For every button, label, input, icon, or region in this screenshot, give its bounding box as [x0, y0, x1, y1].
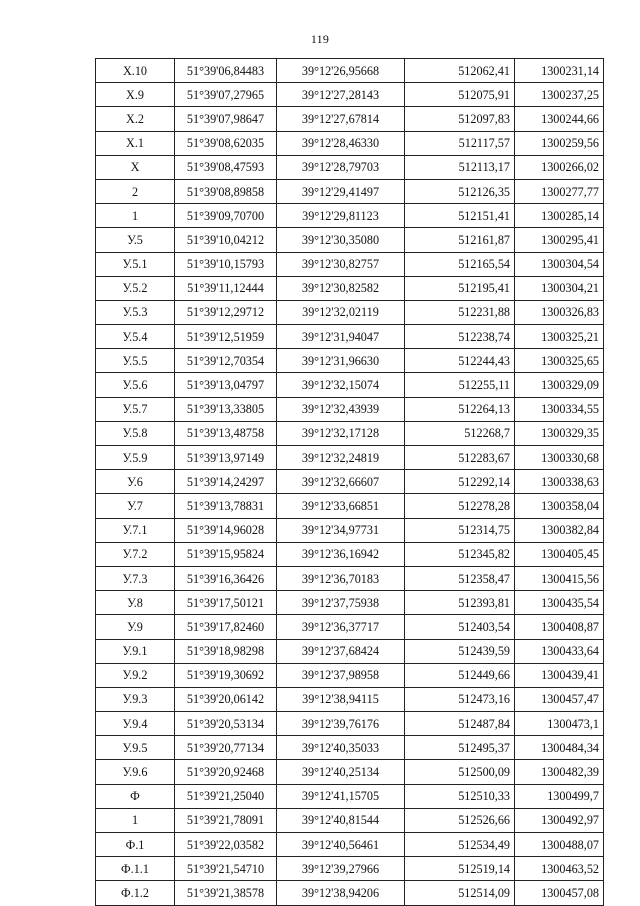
point-name-cell: У.9.1 [96, 639, 175, 663]
latitude-cell: 51°39'07,98647 [175, 107, 277, 131]
y-coordinate-cell: 1300277,77 [515, 179, 604, 203]
longitude-cell: 39°12'30,82582 [277, 276, 405, 300]
longitude-cell: 39°12'41,15705 [277, 784, 405, 808]
table-row [96, 470, 604, 494]
latitude-cell: 51°39'19,30692 [175, 663, 277, 687]
point-name-cell: У.5.4 [96, 325, 175, 349]
table-row [96, 712, 604, 736]
y-coordinate-cell: 1300463,52 [515, 857, 604, 881]
longitude-cell: 39°12'37,98958 [277, 663, 405, 687]
latitude-cell: 51°39'16,36426 [175, 566, 277, 590]
table-row [96, 687, 604, 711]
y-coordinate-cell: 1300415,56 [515, 566, 604, 590]
y-coordinate-cell: 1300304,54 [515, 252, 604, 276]
longitude-cell: 39°12'31,96630 [277, 349, 405, 373]
table-row [96, 760, 604, 784]
latitude-cell: 51°39'15,95824 [175, 542, 277, 566]
table-row [96, 784, 604, 808]
table-row [96, 300, 604, 324]
table-row [96, 179, 604, 203]
x-coordinate-cell: 512500,09 [405, 760, 515, 784]
latitude-cell: 51°39'13,48758 [175, 421, 277, 445]
longitude-cell: 39°12'40,25134 [277, 760, 405, 784]
y-coordinate-cell: 1300231,14 [515, 59, 604, 83]
latitude-cell: 51°39'08,47593 [175, 155, 277, 179]
x-coordinate-cell: 512393,81 [405, 591, 515, 615]
y-coordinate-cell: 1300484,34 [515, 736, 604, 760]
longitude-cell: 39°12'40,56461 [277, 833, 405, 857]
y-coordinate-cell: 1300499,7 [515, 784, 604, 808]
y-coordinate-cell: 1300304,21 [515, 276, 604, 300]
latitude-cell: 51°39'10,04212 [175, 228, 277, 252]
y-coordinate-cell: 1300405,45 [515, 542, 604, 566]
point-name-cell: Х.2 [96, 107, 175, 131]
coordinates-table [95, 58, 604, 906]
longitude-cell: 39°12'40,81544 [277, 808, 405, 832]
point-name-cell: У.7.3 [96, 566, 175, 590]
longitude-cell: 39°12'29,81123 [277, 204, 405, 228]
x-coordinate-cell: 512075,91 [405, 83, 515, 107]
y-coordinate-cell: 1300338,63 [515, 470, 604, 494]
table-row [96, 736, 604, 760]
latitude-cell: 51°39'07,27965 [175, 83, 277, 107]
x-coordinate-cell: 512519,14 [405, 857, 515, 881]
point-name-cell: Ф [96, 784, 175, 808]
latitude-cell: 51°39'10,15793 [175, 252, 277, 276]
table-row [96, 808, 604, 832]
point-name-cell: Ф.1 [96, 833, 175, 857]
table-row [96, 639, 604, 663]
x-coordinate-cell: 512439,59 [405, 639, 515, 663]
latitude-cell: 51°39'21,38578 [175, 881, 277, 905]
x-coordinate-cell: 512255,11 [405, 373, 515, 397]
longitude-cell: 39°12'37,68424 [277, 639, 405, 663]
y-coordinate-cell: 1300329,09 [515, 373, 604, 397]
longitude-cell: 39°12'30,35080 [277, 228, 405, 252]
y-coordinate-cell: 1300334,55 [515, 397, 604, 421]
point-name-cell: Х.10 [96, 59, 175, 83]
x-coordinate-cell: 512487,84 [405, 712, 515, 736]
longitude-cell: 39°12'26,95668 [277, 59, 405, 83]
latitude-cell: 51°39'06,84483 [175, 59, 277, 83]
latitude-cell: 51°39'13,97149 [175, 446, 277, 470]
y-coordinate-cell: 1300408,87 [515, 615, 604, 639]
x-coordinate-cell: 512238,74 [405, 325, 515, 349]
point-name-cell: У.9.5 [96, 736, 175, 760]
point-name-cell: У.8 [96, 591, 175, 615]
y-coordinate-cell: 1300295,41 [515, 228, 604, 252]
point-name-cell: У.5.2 [96, 276, 175, 300]
latitude-cell: 51°39'21,54710 [175, 857, 277, 881]
y-coordinate-cell: 1300330,68 [515, 446, 604, 470]
point-name-cell: У.5.7 [96, 397, 175, 421]
x-coordinate-cell: 512113,17 [405, 155, 515, 179]
table-row [96, 833, 604, 857]
longitude-cell: 39°12'32,66607 [277, 470, 405, 494]
longitude-cell: 39°12'37,75938 [277, 591, 405, 615]
point-name-cell: У.9.6 [96, 760, 175, 784]
longitude-cell: 39°12'32,17128 [277, 421, 405, 445]
longitude-cell: 39°12'28,79703 [277, 155, 405, 179]
page-number: 119 [310, 32, 330, 46]
x-coordinate-cell: 512495,37 [405, 736, 515, 760]
x-coordinate-cell: 512117,57 [405, 131, 515, 155]
table-row [96, 228, 604, 252]
x-coordinate-cell: 512449,66 [405, 663, 515, 687]
table-row [96, 349, 604, 373]
x-coordinate-cell: 512358,47 [405, 566, 515, 590]
y-coordinate-cell: 1300325,21 [515, 325, 604, 349]
latitude-cell: 51°39'13,78831 [175, 494, 277, 518]
table-row [96, 881, 604, 905]
point-name-cell: У.7.1 [96, 518, 175, 542]
longitude-cell: 39°12'32,24819 [277, 446, 405, 470]
table-row [96, 325, 604, 349]
y-coordinate-cell: 1300435,54 [515, 591, 604, 615]
latitude-cell: 51°39'20,53134 [175, 712, 277, 736]
y-coordinate-cell: 1300457,08 [515, 881, 604, 905]
longitude-cell: 39°12'36,16942 [277, 542, 405, 566]
latitude-cell: 51°39'17,50121 [175, 591, 277, 615]
longitude-cell: 39°12'29,41497 [277, 179, 405, 203]
y-coordinate-cell: 1300439,41 [515, 663, 604, 687]
table-row [96, 566, 604, 590]
table-row [96, 276, 604, 300]
latitude-cell: 51°39'14,96028 [175, 518, 277, 542]
x-coordinate-cell: 512403,54 [405, 615, 515, 639]
longitude-cell: 39°12'27,67814 [277, 107, 405, 131]
y-coordinate-cell: 1300326,83 [515, 300, 604, 324]
x-coordinate-cell: 512097,83 [405, 107, 515, 131]
longitude-cell: 39°12'31,94047 [277, 325, 405, 349]
x-coordinate-cell: 512534,49 [405, 833, 515, 857]
longitude-cell: 39°12'27,28143 [277, 83, 405, 107]
latitude-cell: 51°39'14,24297 [175, 470, 277, 494]
table-row [96, 155, 604, 179]
point-name-cell: У.6 [96, 470, 175, 494]
point-name-cell: У.7.2 [96, 542, 175, 566]
x-coordinate-cell: 512151,41 [405, 204, 515, 228]
point-name-cell: У.5 [96, 228, 175, 252]
y-coordinate-cell: 1300358,04 [515, 494, 604, 518]
x-coordinate-cell: 512195,41 [405, 276, 515, 300]
latitude-cell: 51°39'21,25040 [175, 784, 277, 808]
x-coordinate-cell: 512526,66 [405, 808, 515, 832]
latitude-cell: 51°39'18,98298 [175, 639, 277, 663]
point-name-cell: У.9.3 [96, 687, 175, 711]
point-name-cell: 1 [96, 808, 175, 832]
table-row [96, 252, 604, 276]
point-name-cell: У.5.3 [96, 300, 175, 324]
table-row [96, 615, 604, 639]
table-row [96, 663, 604, 687]
point-name-cell: У.5.9 [96, 446, 175, 470]
table-row [96, 857, 604, 881]
latitude-cell: 51°39'20,77134 [175, 736, 277, 760]
longitude-cell: 39°12'39,27966 [277, 857, 405, 881]
point-name-cell: У.5.1 [96, 252, 175, 276]
y-coordinate-cell: 1300433,64 [515, 639, 604, 663]
y-coordinate-cell: 1300266,02 [515, 155, 604, 179]
y-coordinate-cell: 1300285,14 [515, 204, 604, 228]
point-name-cell: У.5.5 [96, 349, 175, 373]
latitude-cell: 51°39'20,92468 [175, 760, 277, 784]
y-coordinate-cell: 1300457,47 [515, 687, 604, 711]
latitude-cell: 51°39'21,78091 [175, 808, 277, 832]
point-name-cell: Х.1 [96, 131, 175, 155]
point-name-cell: 1 [96, 204, 175, 228]
point-name-cell: Ф.1.2 [96, 881, 175, 905]
latitude-cell: 51°39'12,70354 [175, 349, 277, 373]
point-name-cell: Х.9 [96, 83, 175, 107]
x-coordinate-cell: 512244,43 [405, 349, 515, 373]
latitude-cell: 51°39'13,04797 [175, 373, 277, 397]
y-coordinate-cell: 1300244,66 [515, 107, 604, 131]
coordinates-table-body [96, 59, 604, 906]
latitude-cell: 51°39'12,51959 [175, 325, 277, 349]
longitude-cell: 39°12'28,46330 [277, 131, 405, 155]
x-coordinate-cell: 512165,54 [405, 252, 515, 276]
longitude-cell: 39°12'36,70183 [277, 566, 405, 590]
latitude-cell: 51°39'09,70700 [175, 204, 277, 228]
y-coordinate-cell: 1300329,35 [515, 421, 604, 445]
longitude-cell: 39°12'39,76176 [277, 712, 405, 736]
x-coordinate-cell: 512473,16 [405, 687, 515, 711]
longitude-cell: 39°12'32,02119 [277, 300, 405, 324]
table-row [96, 421, 604, 445]
y-coordinate-cell: 1300492,97 [515, 808, 604, 832]
point-name-cell: У.5.6 [96, 373, 175, 397]
latitude-cell: 51°39'22,03582 [175, 833, 277, 857]
point-name-cell: Ф.1.1 [96, 857, 175, 881]
table-row [96, 59, 604, 83]
longitude-cell: 39°12'34,97731 [277, 518, 405, 542]
longitude-cell: 39°12'38,94206 [277, 881, 405, 905]
longitude-cell: 39°12'32,15074 [277, 373, 405, 397]
y-coordinate-cell: 1300325,65 [515, 349, 604, 373]
y-coordinate-cell: 1300482,39 [515, 760, 604, 784]
y-coordinate-cell: 1300382,84 [515, 518, 604, 542]
x-coordinate-cell: 512062,41 [405, 59, 515, 83]
y-coordinate-cell: 1300259,56 [515, 131, 604, 155]
y-coordinate-cell: 1300488,07 [515, 833, 604, 857]
latitude-cell: 51°39'08,62035 [175, 131, 277, 155]
x-coordinate-cell: 512345,82 [405, 542, 515, 566]
longitude-cell: 39°12'30,82757 [277, 252, 405, 276]
point-name-cell: У.9.4 [96, 712, 175, 736]
latitude-cell: 51°39'20,06142 [175, 687, 277, 711]
point-name-cell: У.5.8 [96, 421, 175, 445]
table-row [96, 542, 604, 566]
x-coordinate-cell: 512231,88 [405, 300, 515, 324]
latitude-cell: 51°39'08,89858 [175, 179, 277, 203]
point-name-cell: 2 [96, 179, 175, 203]
table-row [96, 107, 604, 131]
table-row [96, 494, 604, 518]
x-coordinate-cell: 512268,7 [405, 421, 515, 445]
x-coordinate-cell: 512161,87 [405, 228, 515, 252]
longitude-cell: 39°12'33,66851 [277, 494, 405, 518]
x-coordinate-cell: 512292,14 [405, 470, 515, 494]
x-coordinate-cell: 512278,28 [405, 494, 515, 518]
point-name-cell: У.9.2 [96, 663, 175, 687]
x-coordinate-cell: 512283,67 [405, 446, 515, 470]
x-coordinate-cell: 512514,09 [405, 881, 515, 905]
x-coordinate-cell: 512314,75 [405, 518, 515, 542]
point-name-cell: Х [96, 155, 175, 179]
point-name-cell: У.9 [96, 615, 175, 639]
table-row [96, 591, 604, 615]
y-coordinate-cell: 1300237,25 [515, 83, 604, 107]
x-coordinate-cell: 512510,33 [405, 784, 515, 808]
latitude-cell: 51°39'12,29712 [175, 300, 277, 324]
y-coordinate-cell: 1300473,1 [515, 712, 604, 736]
table-row [96, 204, 604, 228]
table-row [96, 83, 604, 107]
table-row [96, 518, 604, 542]
longitude-cell: 39°12'40,35033 [277, 736, 405, 760]
table-row [96, 373, 604, 397]
table-row [96, 397, 604, 421]
longitude-cell: 39°12'38,94115 [277, 687, 405, 711]
x-coordinate-cell: 512264,13 [405, 397, 515, 421]
table-row [96, 131, 604, 155]
point-name-cell: У.7 [96, 494, 175, 518]
longitude-cell: 39°12'32,43939 [277, 397, 405, 421]
latitude-cell: 51°39'11,12444 [175, 276, 277, 300]
table-row [96, 446, 604, 470]
latitude-cell: 51°39'17,82460 [175, 615, 277, 639]
longitude-cell: 39°12'36,37717 [277, 615, 405, 639]
x-coordinate-cell: 512126,35 [405, 179, 515, 203]
latitude-cell: 51°39'13,33805 [175, 397, 277, 421]
